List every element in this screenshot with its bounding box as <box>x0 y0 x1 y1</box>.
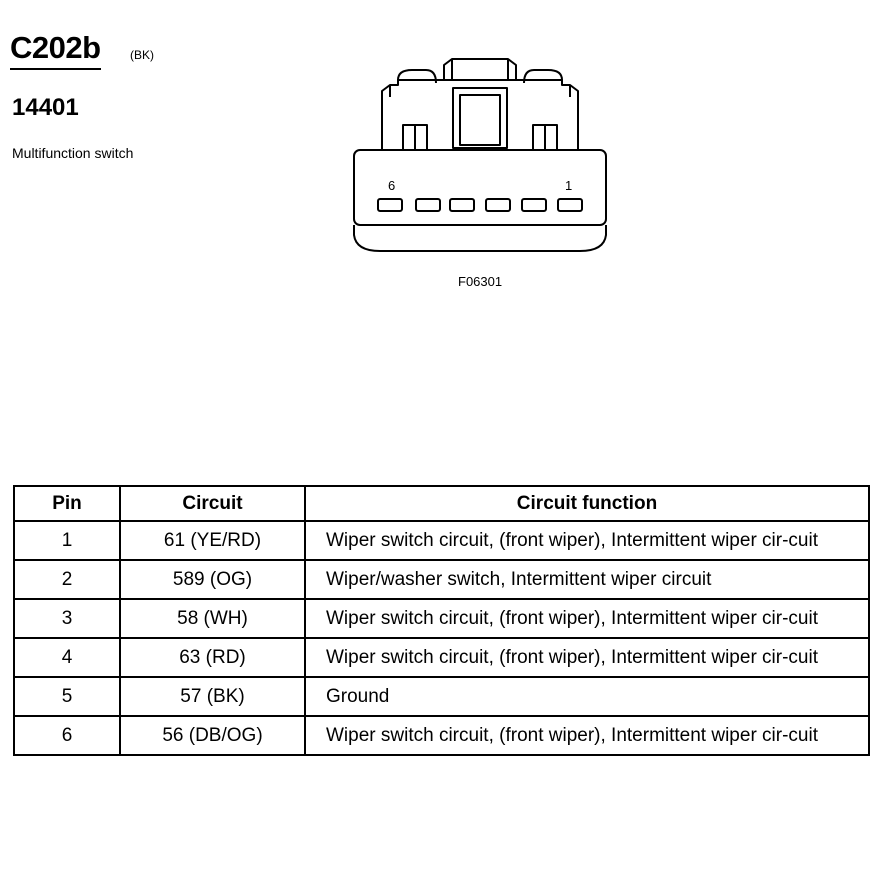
header-pin: Pin <box>14 486 120 521</box>
pin-cavity-4 <box>450 199 474 211</box>
table-row <box>14 521 869 560</box>
table-row <box>14 599 869 638</box>
table-header-row <box>14 486 869 521</box>
connector-color-code: (BK) <box>130 48 154 62</box>
circuit-cell: 589 (OG) <box>120 560 305 599</box>
pin-label-6: 6 <box>388 178 396 193</box>
connector-upper-housing <box>382 80 578 150</box>
table-row <box>14 638 869 677</box>
figure-code: F06301 <box>458 274 503 289</box>
pin-cavity-1 <box>558 199 582 211</box>
function-cell: Wiper switch circuit, (front wiper), Intermittent wiper cir-cuit <box>305 716 869 755</box>
connector-skirt <box>354 225 606 251</box>
connector-diagram <box>340 55 620 260</box>
pin-cell: 4 <box>14 638 120 677</box>
pin-cell: 6 <box>14 716 120 755</box>
connector-left-bump <box>398 70 436 83</box>
function-cell: Wiper switch circuit, (front wiper), Intermittent wiper cir-cuit <box>305 638 869 677</box>
table-row <box>14 716 869 755</box>
header-circuit-function: Circuit function <box>305 486 869 521</box>
pin-cell: 1 <box>14 521 120 560</box>
connector-latch <box>444 59 516 80</box>
connector-right-bump <box>524 70 562 83</box>
connector-center-cavity <box>453 88 507 148</box>
component-name: Multifunction switch <box>12 145 134 161</box>
circuit-cell: 58 (WH) <box>120 599 305 638</box>
function-cell: Wiper switch circuit, (front wiper), Intermittent wiper cir-cuit <box>305 521 869 560</box>
pin-cell: 2 <box>14 560 120 599</box>
circuit-cell: 63 (RD) <box>120 638 305 677</box>
function-cell: Wiper switch circuit, (front wiper), Intermittent wiper cir-cuit <box>305 599 869 638</box>
pin-cavity-6 <box>378 199 402 211</box>
pin-cavity-2 <box>522 199 546 211</box>
table-row <box>14 560 869 599</box>
pin-label-1: 1 <box>565 178 573 193</box>
part-number: 14401 <box>12 94 79 121</box>
table-row <box>14 677 869 716</box>
function-cell: Ground <box>305 677 869 716</box>
circuit-cell: 56 (DB/OG) <box>120 716 305 755</box>
circuit-cell: 57 (BK) <box>120 677 305 716</box>
pin-cavity-3 <box>486 199 510 211</box>
pin-cell: 3 <box>14 599 120 638</box>
pin-cavity-5 <box>416 199 440 211</box>
connector-id: C202b <box>10 30 101 70</box>
header-circuit: Circuit <box>120 486 305 521</box>
function-cell: Wiper/washer switch, Intermittent wiper circuit <box>305 560 869 599</box>
pin-table <box>13 485 870 756</box>
circuit-cell: 61 (YE/RD) <box>120 521 305 560</box>
pin-cell: 5 <box>14 677 120 716</box>
